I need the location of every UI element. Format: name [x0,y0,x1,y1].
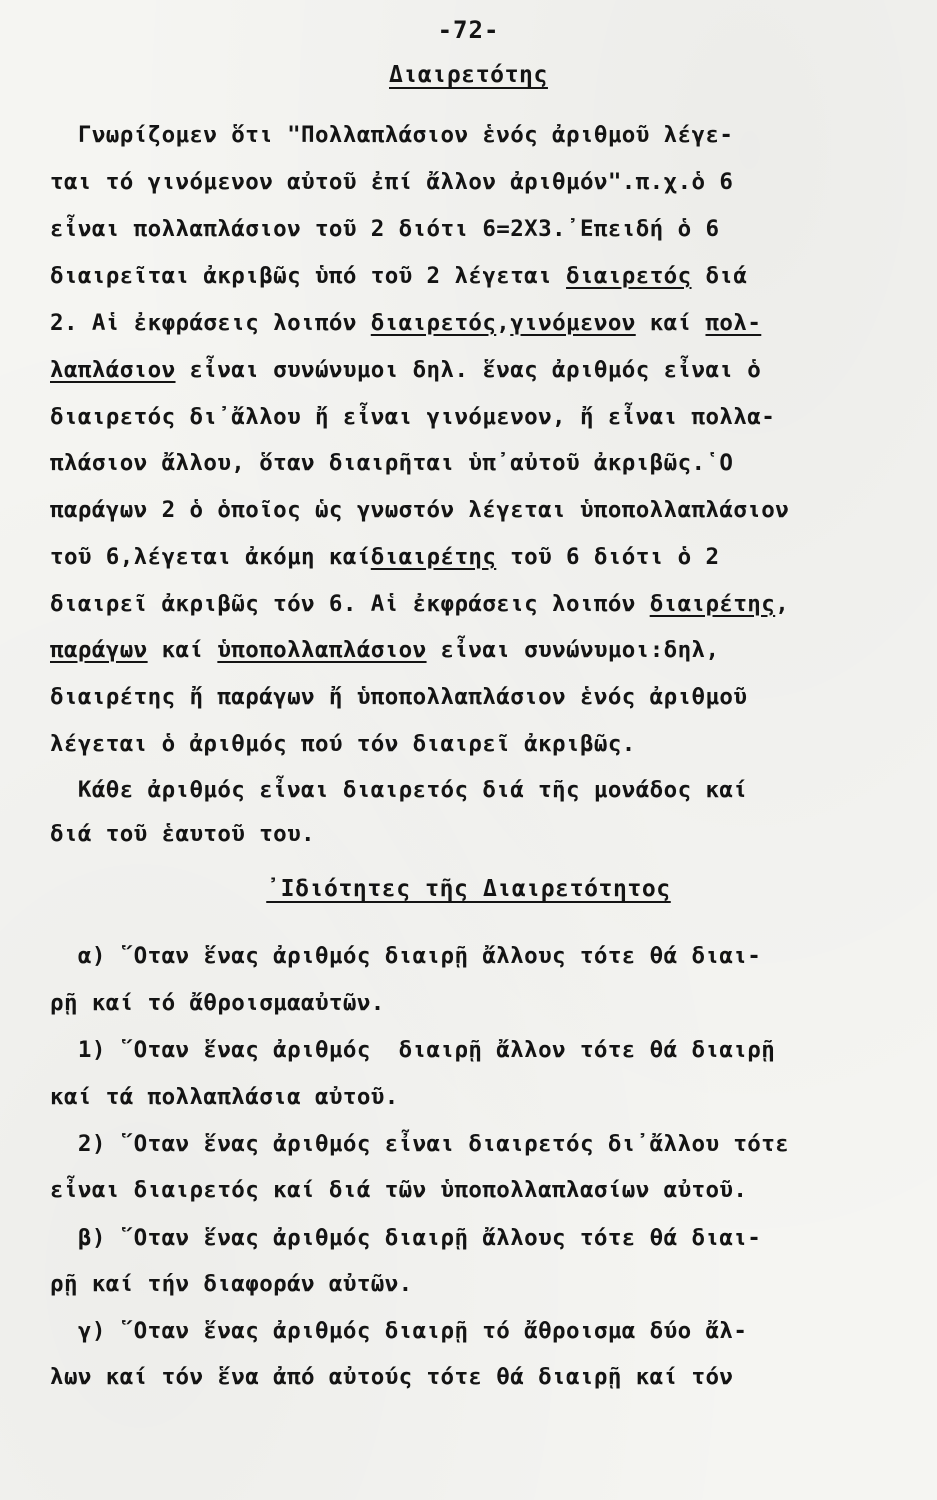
text-segment: τοῦ 6 διότι ὁ 2 [496,544,720,570]
text-segment: ται τό γινόμενον αὐτοῦ ἐπί ἄλλον ἀριθμόν".π.χ.ὁ 6 [50,169,734,195]
text-line [50,988,385,1018]
text-segment: α) ῞Οταν ἕνας ἀριθμός διαιρῇ ἄλλους τότε θά διαι- [50,943,762,969]
text-segment: εἶναι πολλαπλάσιον τοῦ 2 διότι 6=2Χ3.᾿Επειδή ὁ 6 [50,216,720,242]
text-segment: διαιρέτης ἤ παράγων ἤ ὑποπολλαπλάσιον ἑνός ἀριθμοῦ [50,684,748,710]
text-line [50,120,733,150]
text-segment: ρῇ καί τό ἄθροισμααὐτῶν. [50,990,385,1016]
text-line [50,214,719,244]
text-line [50,402,775,432]
text-segment: καί [147,637,218,663]
underlined-term: πολ- [705,310,762,336]
underlined-term: γινόμενον [510,310,636,336]
text-segment: Γνωρίζομεν ὅτι "Πολλαπλάσιον ἑνός ἀριθμοῦ λέγε- [50,122,734,148]
text-line [50,1223,761,1253]
text-segment: , [775,591,790,617]
text-line [50,941,761,971]
text-line [50,261,747,291]
text-line [50,1362,733,1392]
text-segment: 2) ῞Οταν ἕνας ἀριθμός εἶναι διαιρετός δι᾿ἄλλου τότε [50,1131,790,1157]
text-line [50,1129,789,1159]
text-segment: , [496,310,511,336]
text-segment: διά τοῦ ἑαυτοῦ του. [50,821,315,847]
text-line [50,1035,775,1065]
text-segment: 1) ῞Οταν ἕνας ἀριθμός διαιρῇ ἄλλον τότε θά διαιρῇ [50,1037,776,1063]
text-line [50,1175,747,1205]
text-segment: λέγεται ὁ ἀριθμός πού τόν διαιρεῖ ἀκριβῶς. [50,731,636,757]
text-segment: εἶναι συνώνυμοι:δηλ, [426,637,720,663]
text-line [50,167,733,197]
text-segment: 2. Αἱ ἐκφράσεις λοιπόν [50,310,371,336]
text-segment: διαιρεῖται ἀκριβῶς ὑπό τοῦ 2 λέγεται [50,263,567,289]
text-segment: γ) ῞Οταν ἕνας ἀριθμός διαιρῇ τό ἄθροισμα δύο ἄλ- [50,1318,748,1344]
text-line [50,819,315,849]
text-line [50,635,719,665]
text-segment: τοῦ 6,λέγεται ἀκόμη καί [50,544,371,570]
page-number: -72- [437,16,500,44]
text-line [50,542,719,572]
text-line [50,495,789,525]
text-segment: εἶναι συνώνυμοι δηλ. ἕνας ἀριθμός εἶναι ὁ [175,357,762,383]
text-segment: καί τά πολλαπλάσια αὐτοῦ. [50,1084,399,1110]
text-line [50,775,747,805]
text-segment: λων καί τόν ἕνα ἀπό αὐτούς τότε θά διαιρῇ καί τόν [50,1364,734,1390]
text-segment: παράγων 2 ὁ ὁποῖος ὡς γνωστόν λέγεται ὑποπολλαπλάσιον [50,497,790,523]
text-line [50,1269,413,1299]
text-segment: διά [691,263,748,289]
text-line [50,729,636,759]
text-segment: Κάθε ἀριθμός εἶναι διαιρετός διά τῆς μονάδος καί [50,777,748,803]
text-line [50,355,761,385]
section-heading: ᾿Ιδιότητες τῆς Διαιρετότητος [266,876,671,902]
underlined-term: παράγων [50,637,148,663]
underlined-term: διαιρετός [370,310,497,336]
text-segment: διαιρετός δι᾿ἄλλου ἤ εἶναι γινόμενον, ἤ εἶναι πολλα- [50,404,776,430]
text-line [50,682,747,712]
underlined-term: διαιρετός [566,263,692,289]
text-line [50,589,789,619]
underlined-term: ὑποπολλαπλάσιον [217,637,427,663]
text-line [50,448,733,478]
text-line [50,1316,747,1346]
text-segment: διαιρεῖ ἀκριβῶς τόν 6. Αἱ ἐκφράσεις λοιπόν [50,591,650,617]
text-line [50,1082,399,1112]
text-segment: εἶναι διαιρετός καί διά τῶν ὑποπολλαπλασίων αὐτοῦ. [50,1177,748,1203]
text-segment: πλάσιον ἄλλου, ὅταν διαιρῆται ὑπ᾿αὐτοῦ ἀκριβῶς.῾Ο [50,450,734,476]
text-segment: ρῇ καί τήν διαφοράν αὐτῶν. [50,1271,413,1297]
underlined-term: λαπλάσιον [50,357,176,383]
text-line [50,308,761,338]
text-segment: καί [635,310,706,336]
underlined-term: διαιρέτης [370,544,497,570]
underlined-term: διαιρέτης [649,591,776,617]
page-title: Διαιρετότης [389,62,548,88]
text-segment: β) ῞Οταν ἕνας ἀριθμός διαιρῇ ἄλλους τότε θά διαι- [50,1225,762,1251]
